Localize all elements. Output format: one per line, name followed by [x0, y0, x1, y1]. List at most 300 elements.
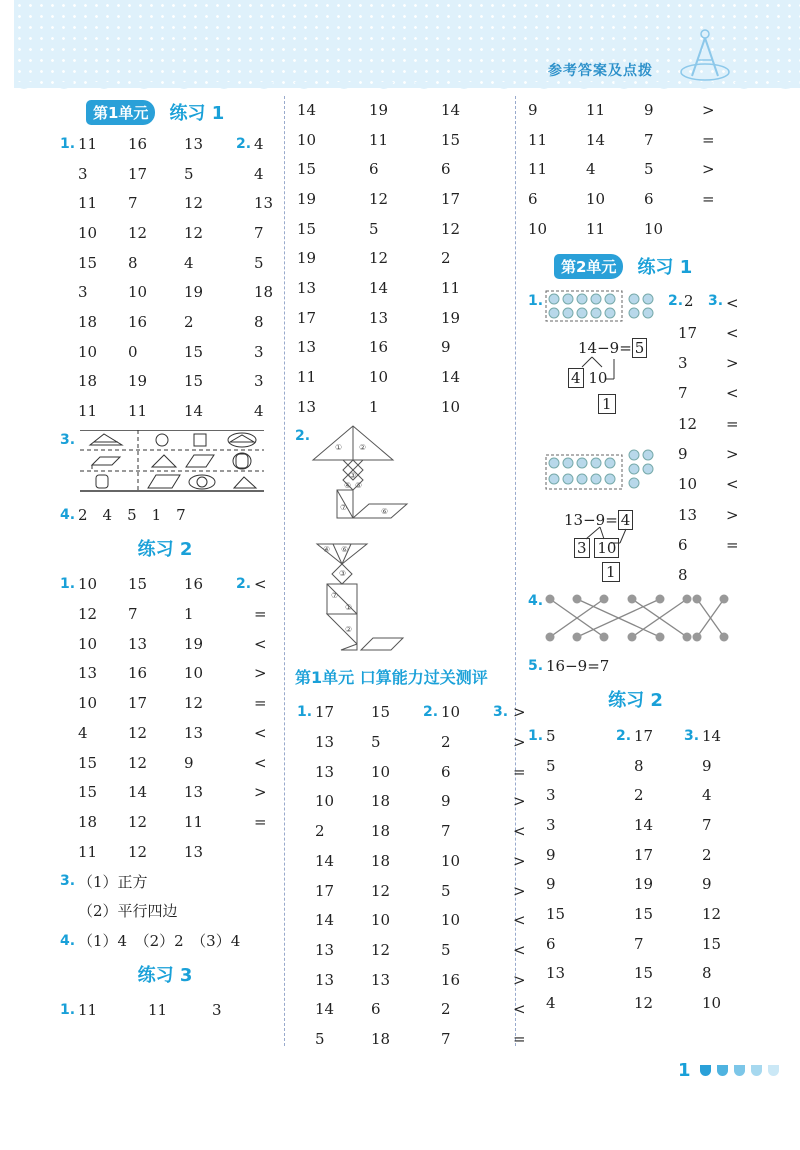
answer-cell: 16	[369, 338, 389, 357]
answer-cell: 1	[369, 397, 379, 416]
answer-cell: 4	[546, 994, 556, 1013]
answer-cell: 10	[441, 703, 461, 722]
answer-row	[60, 188, 274, 218]
answer-cell: 18	[254, 283, 274, 302]
unit-badge: 第2单元	[554, 254, 623, 279]
answer-cell: 2	[441, 249, 451, 268]
answer-cell: 4	[254, 402, 264, 421]
subtraction-equation-2: 13−9= 4	[564, 511, 633, 529]
answer-cell: 3	[546, 786, 556, 805]
counting-objects-1	[544, 289, 664, 323]
answer-cell: =	[513, 1029, 526, 1048]
answer-cell: 2	[702, 845, 712, 864]
answer-cell: >	[513, 970, 526, 989]
answer-cell: 13	[78, 664, 98, 683]
answer-cell: 14	[441, 368, 461, 387]
answer-row	[60, 129, 270, 159]
answer-cell: 15	[441, 130, 461, 149]
answer-cell: 11	[528, 130, 548, 149]
exercise-2-title: 练习 2	[137, 538, 193, 560]
answer-cell: 13	[297, 397, 317, 416]
tangram-figure-1	[307, 422, 417, 532]
comparison-row	[678, 500, 738, 530]
answer-cell: 10	[315, 792, 335, 811]
answer-cell: 11	[369, 130, 389, 149]
answer-cell: 13	[184, 783, 204, 802]
answer-cell: 14	[441, 100, 461, 119]
answer-row	[528, 781, 743, 811]
exercise-2-answers	[60, 570, 270, 867]
column-divider-2	[515, 96, 516, 1046]
answer-cell: 5	[184, 164, 194, 183]
answer-cell: 4	[254, 164, 264, 183]
answer-cell: 18	[371, 851, 391, 870]
exercise-title: 练习 1	[169, 103, 225, 124]
answer-cell: 10	[528, 219, 548, 238]
answer-row	[60, 599, 270, 629]
answer-row	[60, 570, 270, 600]
answer-cell: 10	[702, 994, 722, 1013]
answer-cell: 19	[128, 372, 148, 391]
answer-cell: >	[726, 445, 739, 464]
answer-row	[528, 721, 743, 751]
answer-row	[60, 777, 270, 807]
answer-cell: 12	[128, 812, 148, 831]
answer-cell: 16	[128, 664, 148, 683]
counting-objects-2	[544, 447, 664, 493]
answer-cell: 14	[315, 911, 335, 930]
answer-row	[297, 95, 507, 125]
answer-cell: 13	[315, 940, 335, 959]
answer-cell: =	[702, 130, 715, 149]
question-number: 1.	[60, 576, 76, 593]
answer-row	[528, 959, 743, 989]
answer-cell: <	[726, 323, 739, 342]
answer-cell: 12	[128, 753, 148, 772]
answer-cell: 17	[297, 308, 317, 327]
comparison-row	[678, 287, 738, 317]
answer-row	[60, 159, 270, 189]
answer-cell: 14	[369, 278, 389, 297]
comparison-row	[678, 560, 738, 590]
answer-cell: 8	[634, 756, 644, 775]
answer-cell: 13	[315, 733, 335, 752]
answer-cell: 5	[371, 733, 381, 752]
answer-row	[528, 840, 743, 870]
answer-cell: 12	[128, 842, 148, 861]
answer-cell: 11	[586, 100, 606, 119]
answer-cell: 15	[297, 219, 317, 238]
answer-cell: 13	[184, 842, 204, 861]
answer-cell: 6	[644, 189, 654, 208]
answer-cell: 11	[78, 1001, 98, 1020]
answer-cell: 15	[78, 753, 98, 772]
piece-label: ④	[323, 544, 331, 554]
answer-cell: 12	[184, 223, 204, 242]
answer-row	[528, 214, 743, 244]
answer-cell: >	[726, 354, 739, 373]
answer-row	[297, 787, 526, 817]
answer-cell: >	[513, 733, 526, 752]
question-number: 3.	[684, 727, 700, 744]
question-number: 2.	[616, 727, 632, 744]
piece-label: ①	[345, 602, 353, 612]
comparison-answers	[678, 287, 738, 590]
answer-cell: 14	[315, 851, 335, 870]
answer-cell: 10	[586, 189, 606, 208]
answer-cell: 12	[369, 189, 389, 208]
subtraction-equation-1: 14−9= 5	[578, 339, 647, 357]
answer-cell: 5	[441, 881, 451, 900]
answer-cell: 5	[254, 253, 264, 272]
answer-cell: 0	[128, 342, 138, 361]
answer-cell: 15	[78, 783, 98, 802]
answer-cell: 4	[702, 786, 712, 805]
answer-row	[297, 846, 526, 876]
piece-label: ⑥	[341, 544, 349, 554]
compass-icon	[680, 26, 730, 82]
answer-cell: 10	[78, 223, 98, 242]
answer-cell: 13	[254, 194, 274, 213]
answer-row	[60, 996, 270, 1026]
answer-cell: 15	[702, 934, 722, 953]
answer-cell: 5	[644, 160, 654, 179]
answer-cell: 14	[184, 402, 204, 421]
answer-row	[528, 154, 743, 184]
answer-cell: 3	[212, 1001, 222, 1020]
answer-cell: 9	[441, 792, 451, 811]
answer-cell: <	[513, 940, 526, 959]
answer-cell: 13	[128, 634, 148, 653]
answer-cell: 13	[369, 308, 389, 327]
piece-label: ⑤	[355, 480, 363, 490]
answer-cell: 12	[678, 414, 698, 433]
answer-cell: 15	[297, 160, 317, 179]
answer-cell: =	[726, 535, 739, 554]
answer-cell: 1	[184, 605, 194, 624]
answer-cell: 10	[184, 664, 204, 683]
answer-cell: 4	[184, 253, 194, 272]
answer-row	[528, 751, 743, 781]
unit-1-heading	[86, 95, 270, 129]
answer-cell: 4	[586, 160, 596, 179]
answer-cell: 9	[546, 845, 556, 864]
tangram-figures: 2. ① ② ③ ④ ⑤ ⑦ ⑥ ④ ⑥ ③ ⑦ ① ②	[297, 422, 507, 658]
answer-cell: 10	[371, 762, 391, 781]
answer-row	[297, 362, 507, 392]
exercise-1-answers	[60, 129, 274, 426]
exercise-1-q5: 5. 16−9=7	[528, 657, 610, 676]
answer-cell: 18	[371, 822, 391, 841]
answer-cell: 11	[586, 219, 606, 238]
answer-row	[60, 837, 270, 867]
answer-cell: 10	[441, 397, 461, 416]
answer-row	[297, 698, 526, 728]
answer-row	[528, 184, 743, 214]
exercise-title: 练习 1	[637, 257, 693, 279]
answer-cell: =	[513, 762, 526, 781]
answer-cell: 9	[702, 756, 712, 775]
answer-cell: 17	[634, 845, 654, 864]
answer-cell: 10	[128, 283, 148, 302]
matching-figure	[542, 593, 742, 643]
exercise-2-title: 练习 2	[608, 690, 663, 712]
header-wave	[14, 82, 800, 96]
answer-row	[297, 994, 526, 1024]
question-number: 3.	[60, 431, 76, 448]
answer-row	[297, 757, 526, 787]
exercise-2-q3b: （2）平行四边	[78, 902, 178, 921]
question-number: 2.	[236, 576, 252, 593]
answer-cell: 15	[371, 703, 391, 722]
answer-cell: 11	[528, 160, 548, 179]
answer-cell: 10	[297, 130, 317, 149]
answer-cell: 15	[634, 964, 654, 983]
shape-classification-table	[60, 430, 266, 492]
answer-cell: 5	[315, 1029, 325, 1048]
answer-row	[297, 273, 507, 303]
answer-cell: 13	[297, 278, 317, 297]
exercise-1-q4: 4. 2 4 5 1 7	[60, 506, 186, 525]
page-decoration	[700, 1065, 779, 1076]
column-2	[295, 95, 526, 1054]
answer-cell: 9	[678, 445, 688, 464]
answer-cell: 13	[297, 338, 317, 357]
answer-cell: 19	[634, 875, 654, 894]
comparison-row	[678, 348, 738, 378]
answer-cell: 2	[184, 312, 194, 331]
answer-cell: 10	[441, 851, 461, 870]
answer-cell: >	[513, 881, 526, 900]
answer-cell: 12	[441, 219, 461, 238]
piece-label: ⑥	[381, 506, 389, 516]
piece-label: ⑦	[331, 590, 339, 600]
answer-cell: 10	[78, 342, 98, 361]
answer-cell: 12	[128, 223, 148, 242]
answer-cell: 13	[371, 970, 391, 989]
answer-cell: <	[513, 822, 526, 841]
answer-cell: 11	[78, 194, 98, 213]
answer-row	[60, 807, 270, 837]
answer-cell: 12	[184, 694, 204, 713]
unit-2-heading	[554, 249, 743, 283]
answer-cell: 5	[546, 726, 556, 745]
answer-cell: 4	[78, 723, 88, 742]
answer-cell: 17	[634, 726, 654, 745]
question-number: 1.	[60, 135, 76, 152]
answer-cell: 12	[371, 881, 391, 900]
answer-cell: 9	[702, 875, 712, 894]
exercise-3-title: 练习 3	[137, 964, 193, 986]
answer-cell: 10	[78, 694, 98, 713]
answer-cell: >	[702, 100, 715, 119]
answer-cell: 7	[128, 194, 138, 213]
answer-cell: 11	[148, 1001, 168, 1020]
header-title: 参考答案及点拨	[548, 63, 653, 79]
answer-cell: 9	[546, 875, 556, 894]
answer-cell: 7	[702, 816, 712, 835]
answer-row	[297, 392, 507, 422]
answer-cell: 14	[702, 726, 722, 745]
comparison-row	[678, 469, 738, 499]
answer-cell: 19	[297, 189, 317, 208]
answer-cell: 5	[369, 219, 379, 238]
answer-cell: 12	[634, 994, 654, 1013]
answer-cell: 18	[371, 792, 391, 811]
answer-cell: 7	[634, 934, 644, 953]
matching-lines: 4.	[528, 587, 743, 651]
answer-row	[60, 659, 270, 689]
answer-row	[297, 125, 507, 155]
answer-cell: 17	[128, 164, 148, 183]
piece-label: ②	[345, 624, 353, 634]
answer-cell: 17	[441, 189, 461, 208]
answer-cell: 6	[528, 189, 538, 208]
answer-cell: 19	[441, 308, 461, 327]
answer-cell: 11	[184, 812, 204, 831]
answer-row	[60, 277, 274, 307]
answer-cell: 13	[315, 970, 335, 989]
answer-cell: 15	[184, 372, 204, 391]
answer-row	[297, 214, 507, 244]
answer-row	[60, 218, 270, 248]
piece-label: ④	[344, 480, 352, 490]
answer-cell: >	[254, 783, 267, 802]
shapes-figure	[78, 430, 266, 492]
answer-cell: >	[702, 160, 715, 179]
unit-2-exercise-1: 1. 2. 2 3. < 17 < 3 > 7 < 12 = 9 > 10 < 13 > 6 = 8 14−9= 5 4 10 1 13−9= 4 3 10 1	[528, 287, 743, 587]
answer-row	[60, 748, 270, 778]
answer-row	[528, 810, 743, 840]
answer-cell: 16	[128, 312, 148, 331]
answer-row	[297, 154, 507, 184]
answer-cell: 12	[369, 249, 389, 268]
answer-cell: 8	[678, 566, 688, 585]
answer-cell: <	[254, 753, 267, 772]
answer-cell: 3	[546, 816, 556, 835]
answer-row	[297, 965, 526, 995]
answer-row	[297, 1024, 526, 1054]
answer-cell: 13	[184, 134, 204, 153]
answer-cell: 18	[371, 1029, 391, 1048]
answer-cell: 7	[254, 223, 264, 242]
split-box: 10	[594, 538, 619, 558]
answer-cell: 10	[369, 368, 389, 387]
answer-cell: 6	[441, 160, 451, 179]
piece-label: ③	[349, 470, 357, 480]
question-number: 3.	[493, 704, 509, 721]
answer-cell: 6	[441, 762, 451, 781]
split-box: 1	[598, 394, 616, 414]
answer-row	[297, 935, 526, 965]
answer-row	[297, 876, 526, 906]
answer-row	[297, 303, 507, 333]
answer-cell: 9	[644, 100, 654, 119]
answer-cell: 3	[254, 342, 264, 361]
answer-row	[60, 307, 270, 337]
answer-cell: 17	[315, 881, 335, 900]
answer-cell: 10	[644, 219, 664, 238]
answer-cell: >	[726, 505, 739, 524]
answer-cell: <	[726, 293, 739, 312]
answer-cell: 15	[634, 905, 654, 924]
answer-cell: 19	[297, 249, 317, 268]
answer-row	[528, 125, 743, 155]
answer-cell: 3	[78, 283, 88, 302]
answer-cell: 3	[78, 164, 88, 183]
question-number: 1.	[528, 727, 544, 744]
answer-cell: 12	[702, 905, 722, 924]
answer-cell: 6	[369, 160, 379, 179]
answer-cell: 2	[315, 822, 325, 841]
answer-cell: 11	[297, 368, 317, 387]
comparison-row	[678, 439, 738, 469]
answer-cell: <	[254, 575, 267, 594]
answer-cell: 12	[371, 940, 391, 959]
answer-cell: >	[513, 703, 526, 722]
answer-row	[60, 718, 270, 748]
answer-cell: 3	[678, 354, 688, 373]
page-number: 1	[678, 1060, 691, 1081]
answer-cell: 13	[315, 762, 335, 781]
answer-cell: <	[513, 911, 526, 930]
tangram-figure-2	[307, 540, 417, 658]
answer-cell: <	[726, 475, 739, 494]
answer-cell: 13	[184, 723, 204, 742]
answer-row	[60, 248, 270, 278]
answer-cell: =	[726, 414, 739, 433]
answer-cell: =	[254, 605, 267, 624]
answer-row	[297, 816, 526, 846]
answer-cell: 11	[441, 278, 461, 297]
split-box: 3	[574, 538, 590, 558]
comparison-row	[678, 409, 738, 439]
comparison-row	[678, 318, 738, 348]
answer-cell: =	[702, 189, 715, 208]
question-number: 1.	[297, 704, 313, 721]
column-3	[528, 95, 743, 1018]
answer-cell: 16	[128, 134, 148, 153]
answer-cell: 7	[128, 605, 138, 624]
answer-cell: 19	[369, 100, 389, 119]
split-box: 1	[602, 562, 620, 582]
answer-cell: 19	[184, 634, 204, 653]
answer-cell: 12	[78, 605, 98, 624]
answer-row	[528, 95, 743, 125]
piece-label: ②	[359, 442, 367, 452]
column-divider-1	[284, 96, 285, 1046]
answer-cell: 6	[678, 535, 688, 554]
answer-cell: 4	[254, 134, 264, 153]
answer-cell: 13	[678, 505, 698, 524]
answer-cell: 7	[644, 130, 654, 149]
answer-cell: 11	[78, 134, 98, 153]
exercise-2-q4: 4. （1）4 （2）2 （3）4	[60, 932, 241, 951]
piece-label: ①	[335, 442, 343, 452]
answer-row	[528, 899, 743, 929]
answer-cell: 16	[184, 575, 204, 594]
answer-cell: 8	[128, 253, 138, 272]
answer-cell: 8	[254, 312, 264, 331]
answer-cell: 16	[441, 970, 461, 989]
answer-cell: 8	[702, 964, 712, 983]
question-number: 1.	[60, 1002, 76, 1019]
answer-row	[60, 367, 270, 397]
answer-cell: 6	[371, 1000, 381, 1019]
answer-cell: >	[254, 664, 267, 683]
answer-cell: 15	[78, 253, 98, 272]
answer-cell: 5	[441, 940, 451, 959]
